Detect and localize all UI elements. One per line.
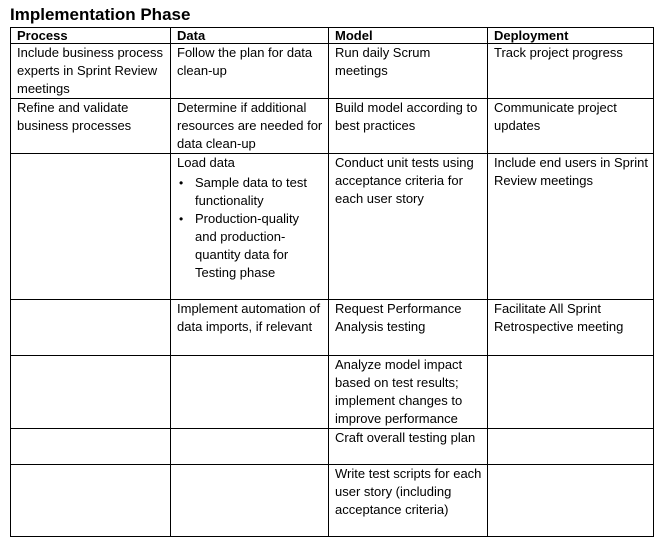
cell-model — [329, 356, 488, 429]
cell-text: Run daily Scrum meetings — [335, 45, 431, 78]
cell-data — [171, 465, 329, 537]
cell-text: Build model according to best practices — [335, 100, 478, 133]
cell-text: Include end users in Sprint Review meetings — [494, 155, 648, 188]
table-row — [11, 99, 654, 154]
cell-model — [329, 154, 488, 300]
bullet-icon: • — [179, 212, 184, 226]
header-process: Process — [11, 28, 171, 44]
cell-deployment — [488, 99, 654, 154]
cell-model — [329, 44, 488, 99]
cell-data — [171, 154, 329, 300]
table-row — [11, 429, 654, 465]
cell-text: Track project progress — [494, 45, 623, 60]
cell-text: Facilitate All Sprint Retrospective meeting — [494, 301, 624, 334]
table-row — [11, 154, 654, 300]
cell-text: Determine if additional resources are needed for data clean-up — [177, 100, 323, 151]
cell-model — [329, 300, 488, 356]
list-item — [179, 210, 324, 282]
list-item-text: Production-quality and production-quantity data for Testing phase — [195, 211, 300, 280]
header-model: Model — [329, 28, 488, 44]
header-deployment: Deployment — [488, 28, 654, 44]
document-title: Implementation Phase — [10, 5, 191, 24]
cell-text: Conduct unit tests using acceptance criteria for each user story — [335, 155, 474, 206]
cell-text: Request Performance Analysis testing — [335, 301, 462, 334]
cell-model — [329, 465, 488, 537]
cell-process — [11, 429, 171, 465]
cell-deployment — [488, 44, 654, 99]
cell-process — [11, 44, 171, 99]
cell-text: Write test scripts for each user story (including acceptance criteria) — [335, 466, 482, 517]
cell-deployment — [488, 300, 654, 356]
cell-deployment — [488, 465, 654, 537]
cell-text: Communicate project updates — [494, 100, 617, 133]
implementation-table — [10, 27, 654, 537]
bullet-list — [177, 174, 324, 282]
table-header-row — [11, 28, 654, 44]
cell-deployment — [488, 154, 654, 300]
cell-process — [11, 465, 171, 537]
header-data: Data — [171, 28, 329, 44]
cell-data — [171, 429, 329, 465]
cell-text: Load data — [177, 155, 235, 170]
cell-data — [171, 99, 329, 154]
cell-text: Craft overall testing plan — [335, 430, 476, 445]
cell-model — [329, 429, 488, 465]
cell-text: Refine and validate business processes — [17, 100, 132, 133]
cell-model — [329, 99, 488, 154]
cell-text: Analyze model impact based on test results; implement changes to improve performance — [335, 357, 463, 426]
cell-process — [11, 356, 171, 429]
cell-deployment — [488, 356, 654, 429]
cell-data — [171, 44, 329, 99]
table-row — [11, 300, 654, 356]
cell-text: Include business process experts in Sprint Review meetings — [17, 45, 163, 96]
bullet-icon: • — [179, 176, 184, 190]
cell-data — [171, 356, 329, 429]
cell-text: Follow the plan for data clean-up — [177, 45, 313, 78]
cell-data — [171, 300, 329, 356]
table-row — [11, 465, 654, 537]
cell-deployment — [488, 429, 654, 465]
list-item-text: Sample data to test functionality — [195, 175, 308, 208]
table-row — [11, 44, 654, 99]
cell-process — [11, 154, 171, 300]
table-row — [11, 356, 654, 429]
cell-process — [11, 99, 171, 154]
cell-process — [11, 300, 171, 356]
list-item — [179, 174, 324, 210]
cell-text: Implement automation of data imports, if relevant — [177, 301, 321, 334]
